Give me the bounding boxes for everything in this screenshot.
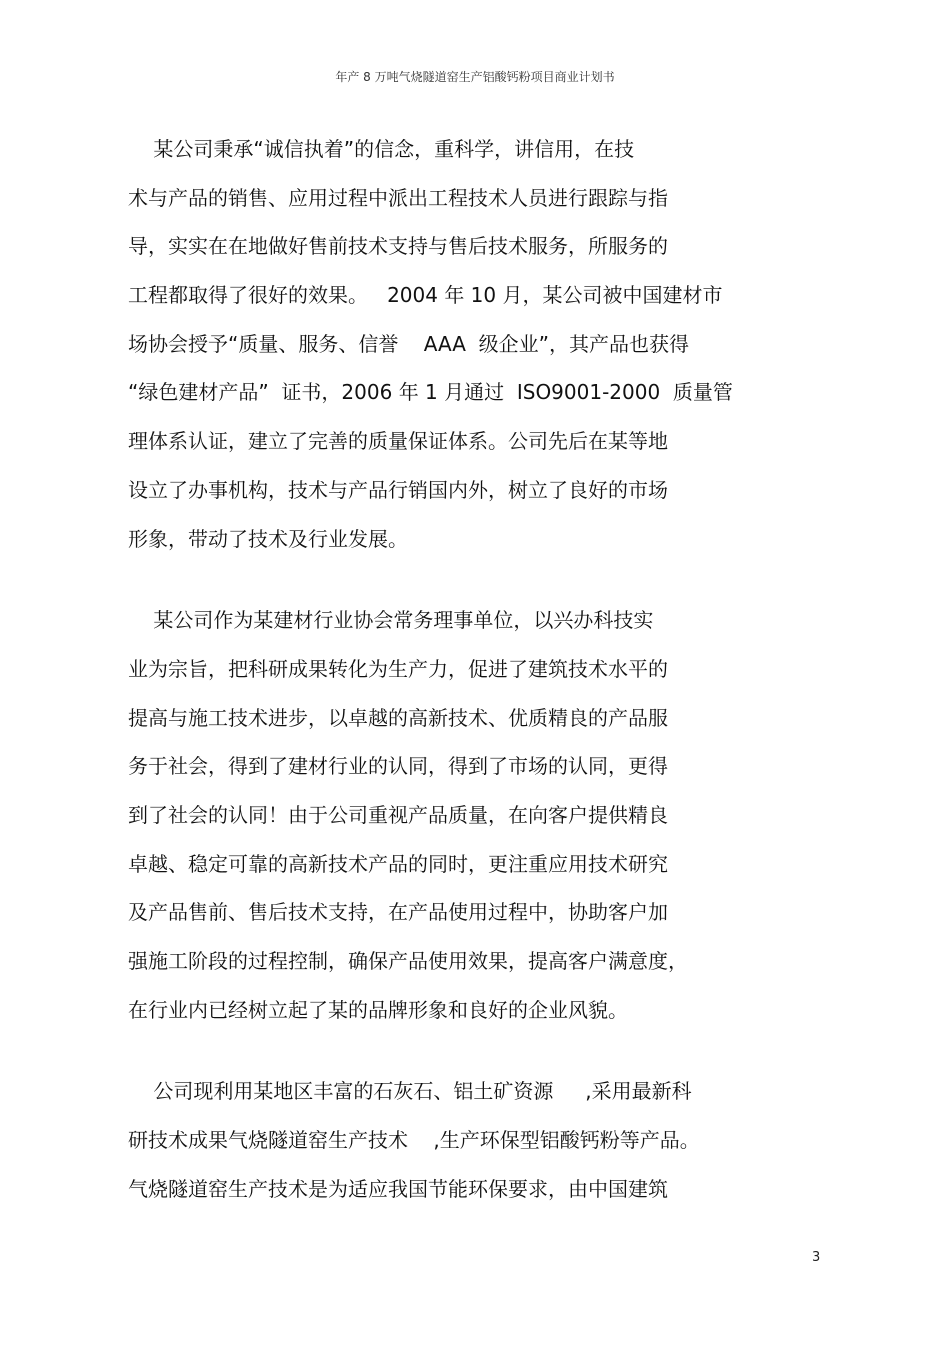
text-line: 业为宗旨，把科研成果转化为生产力，促进了建筑技术水平的 <box>128 656 668 681</box>
text-line: 形象，带动了技术及行业发展。 <box>128 526 408 551</box>
paragraph-industry-role <box>128 596 828 1034</box>
running-header: 年产 8 万吨气烧隧道窑生产铝酸钙粉项目商业计划书 <box>335 70 615 84</box>
text-line: 公司现利用某地区丰富的石灰石、铝土矿资源 ,采用最新科 <box>128 1079 692 1104</box>
text-line: 强施工阶段的过程控制，确保产品使用效果，提高客户满意度， <box>128 949 688 973</box>
text-line: 工程都取得了很好的效果。 2004 年 10 月，某公司被中国建材市 <box>128 283 723 308</box>
text-line: 务于社会，得到了建材行业的认同，得到了市场的认同，更得 <box>128 754 668 779</box>
text-line: 在行业内已经树立起了某的品牌形象和良好的企业风貌。 <box>128 997 628 1022</box>
text-line: 及产品售前、售后技术支持，在产品使用过程中，协助客户加 <box>128 900 668 925</box>
paragraph-kiln-technology <box>128 1067 828 1213</box>
text-line: 术与产品的销售、应用过程中派出工程技术人员进行跟踪与指 <box>128 185 668 210</box>
text-line: 导，实实在在地做好售前技术支持与售后技术服务，所服务的 <box>128 234 668 259</box>
text-line: 提高与施工技术进步，以卓越的高新技术、优质精良的产品服 <box>128 705 668 730</box>
text-line: “绿色建材产品” 证书，2006 年 1 月通过 ISO9001-2000 质量管 <box>128 380 733 405</box>
text-line: 某公司作为某建材行业协会常务理事单位，以兴办科技实 <box>128 608 654 633</box>
text-line: 研技术成果气烧隧道窑生产技术 ,生产环保型铝酸钙粉等产品。 <box>128 1128 700 1153</box>
text-line: 气烧隧道窑生产技术是为适应我国节能环保要求，由中国建筑 <box>128 1176 668 1201</box>
text-line: 到了社会的认同！由于公司重视产品质量，在向客户提供精良 <box>128 802 668 827</box>
text-line: 场协会授予“质量、服务、信誉 AAA 级企业”，其产品也获得 <box>128 331 690 356</box>
paragraph-company-credo <box>128 125 828 563</box>
text-line: 卓越、稳定可靠的高新技术产品的同时，更注重应用技术研究 <box>128 851 668 876</box>
page-number: 3 <box>812 1250 821 1265</box>
text-line: 设立了办事机构，技术与产品行销国内外，树立了良好的市场 <box>128 477 668 502</box>
text-line: 某公司秉承“诚信执着”的信念，重科学，讲信用，在技 <box>128 137 635 161</box>
text-line: 理体系认证，建立了完善的质量保证体系。公司先后在某等地 <box>128 429 668 454</box>
document-body <box>128 125 828 1246</box>
